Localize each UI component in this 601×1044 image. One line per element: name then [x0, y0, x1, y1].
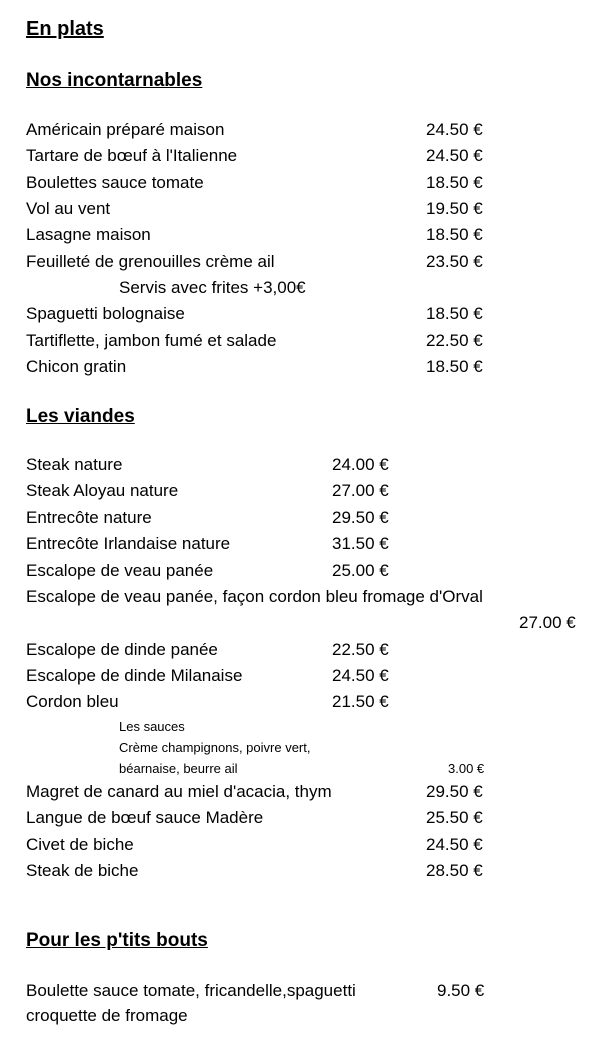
menu-item-price: 23.50 €: [426, 252, 483, 271]
sauces-list: Crème champignons, poivre vert,: [119, 740, 311, 755]
menu-item-price: 24.50 €: [426, 146, 483, 165]
menu-item-price: 24.50 €: [332, 666, 389, 685]
menu-item-name: Escalope de dinde Milanaise: [26, 666, 243, 685]
menu-item-price: 21.50 €: [332, 692, 389, 711]
sauces-price: 3.00 €: [448, 761, 485, 776]
menu-item-price: 9.50 €: [437, 981, 485, 1000]
menu-item-price: 24.50 €: [426, 835, 483, 854]
menu-item-name: Spaguetti bolognaise: [26, 304, 185, 323]
menu-item-price: 18.50 €: [426, 357, 483, 376]
menu-item-name: Civet de biche: [26, 835, 134, 854]
menu-item-name: Lasagne maison: [26, 225, 151, 244]
menu-item-name: Entrecôte Irlandaise nature: [26, 534, 231, 553]
menu-item-name: Tartiflette, jambon fumé et salade: [26, 331, 277, 350]
menu-item-price: 29.50 €: [426, 782, 483, 801]
sauces-heading: Les sauces: [119, 719, 185, 734]
menu-item-price: 28.50 €: [426, 861, 483, 880]
menu-item-price: 24.50 €: [426, 120, 483, 139]
menu-item-name: Chicon gratin: [26, 357, 127, 376]
menu-item-name: Boulette sauce tomate, fricandelle,spaguetti: [26, 981, 356, 1000]
menu-item-name: croquette de fromage: [26, 1006, 188, 1025]
menu-item-price: 25.00 €: [332, 561, 389, 580]
menu-item-name: Steak nature: [26, 455, 123, 474]
menu-item-price: 19.50 €: [426, 199, 483, 218]
menu-item-name: Steak Aloyau nature: [26, 481, 179, 500]
menu-item-price: 22.50 €: [332, 640, 389, 659]
menu-item-price: 25.50 €: [426, 808, 483, 827]
section-heading-enfants: Pour les p'tits bouts: [26, 930, 208, 951]
menu-item-price: 27.00 €: [519, 613, 576, 632]
menu-item-name: Vol au vent: [26, 199, 111, 218]
menu-item-price: 22.50 €: [426, 331, 483, 350]
page-title: En plats: [26, 18, 104, 40]
sauces-list: béarnaise, beurre ail: [119, 761, 238, 776]
section-heading-viandes: Les viandes: [26, 406, 135, 427]
menu-item-name: Tartare de bœuf à l'Italienne: [26, 146, 238, 165]
section-heading-incontournables: Nos incontarnables: [26, 70, 203, 91]
menu-item-name: Entrecôte nature: [26, 508, 152, 527]
menu-item-name: Escalope de dinde panée: [26, 640, 218, 659]
menu-item-price: 18.50 €: [426, 304, 483, 323]
menu-item-price: 24.00 €: [332, 455, 389, 474]
fries-note: Servis avec frites +3,00€: [119, 278, 306, 297]
menu-item-price: 18.50 €: [426, 225, 483, 244]
menu-item-name: Cordon bleu: [26, 692, 119, 711]
menu-item-name: Magret de canard au miel d'acacia, thym: [26, 782, 332, 801]
menu-item-name: Escalope de veau panée, façon cordon bleu fromage d'Orval: [26, 587, 483, 606]
menu-item-price: 29.50 €: [332, 508, 389, 527]
menu-item-price: 27.00 €: [332, 481, 389, 500]
menu-item-price: 31.50 €: [332, 534, 389, 553]
menu-item-name: Américain préparé maison: [26, 120, 225, 139]
menu-item-name: Escalope de veau panée: [26, 561, 214, 580]
menu-item-name: Boulettes sauce tomate: [26, 173, 204, 192]
menu-item-name: Feuilleté de grenouilles crème ail: [26, 252, 275, 271]
menu-item-price: 18.50 €: [426, 173, 483, 192]
menu-item-name: Steak de biche: [26, 861, 139, 880]
menu-item-name: Langue de bœuf sauce Madère: [26, 808, 264, 827]
